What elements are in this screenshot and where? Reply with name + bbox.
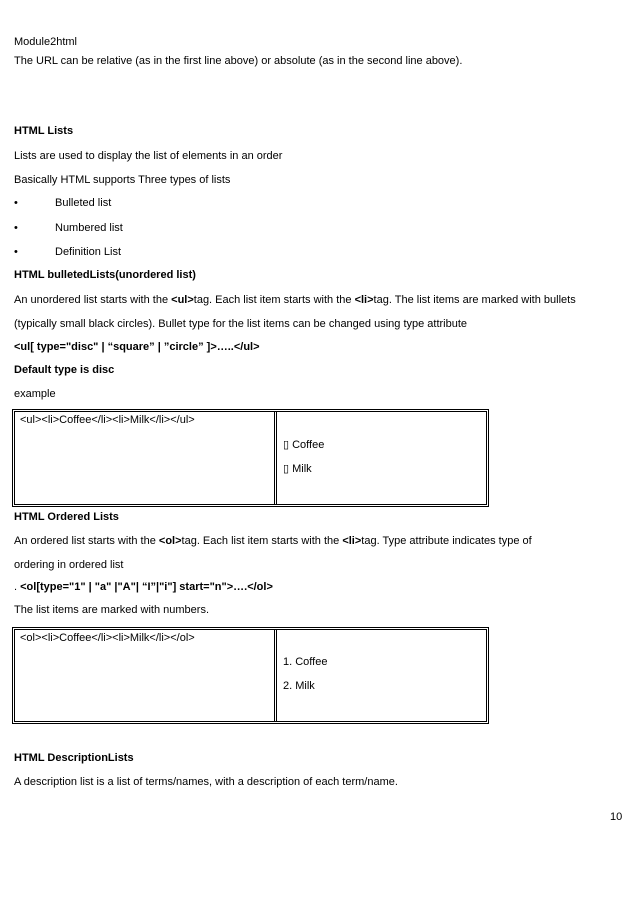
example-label: example <box>14 388 56 400</box>
default-type: Default type is disc <box>14 364 115 376</box>
page-number: 10 <box>610 811 623 823</box>
description-line-1: A description list is a list of terms/names, with a description of each term/name. <box>14 776 398 788</box>
list-type-item: Definition List <box>55 246 122 258</box>
ordered-heading: HTML Ordered Lists <box>14 511 119 523</box>
ul-code-cell <box>15 412 277 504</box>
ol-example-code: <ol><li>Coffee</li><li>Milk</li></ol> <box>20 632 195 644</box>
url-note: The URL can be relative (as in the first line above) or absolute (as in the second line above). <box>14 55 463 67</box>
lists-heading: HTML Lists <box>14 125 74 137</box>
bullet-icon: • <box>14 222 18 234</box>
ul-result-item: ▯ Coffee <box>283 439 325 451</box>
bulleted-line-1: An unordered list starts with the <ul>tag. Each list item starts with the <li>tag. The list items are marked with bullets <box>14 294 576 306</box>
ordered-line-2: ordering in ordered list <box>14 559 124 571</box>
module-title: Module2html <box>14 36 77 48</box>
ol-result-item: 2. Milk <box>283 680 315 692</box>
bullet-icon: • <box>14 197 18 209</box>
ol-syntax: . <ol[type="1" | "a" |"A"| “I”|"i"] start="n">….</ol> <box>14 581 273 593</box>
lists-intro-2: Basically HTML supports Three types of lists <box>14 174 231 186</box>
ul-syntax: <ul[ type="disc" | “square” | ”circle” ]>…..</ul> <box>14 341 260 353</box>
description-heading: HTML DescriptionLists <box>14 752 134 764</box>
ordered-line-1: An ordered list starts with the <ol>tag. Each list item starts with the <li>tag. Type attribute indicates type of <box>14 535 532 547</box>
list-type-item: Bulleted list <box>55 197 112 209</box>
bulleted-heading: HTML bulletedLists(unordered list) <box>14 269 196 281</box>
ul-result-item: ▯ Milk <box>283 463 312 475</box>
list-type-item: Numbered list <box>55 222 123 234</box>
ol-result-item: 1. Coffee <box>283 656 328 668</box>
bullet-icon: • <box>14 246 18 258</box>
lists-intro-1: Lists are used to display the list of elements in an order <box>14 150 283 162</box>
ol-example-table <box>12 627 489 724</box>
ul-example-table <box>12 409 489 507</box>
numbered-note: The list items are marked with numbers. <box>14 604 210 616</box>
ul-example-code: <ul><li>Coffee</li><li>Milk</li></ul> <box>20 414 195 426</box>
ol-code-cell <box>15 630 277 721</box>
bulleted-line-2: (typically small black circles). Bullet type for the list items can be changed using type attribute <box>14 318 468 330</box>
